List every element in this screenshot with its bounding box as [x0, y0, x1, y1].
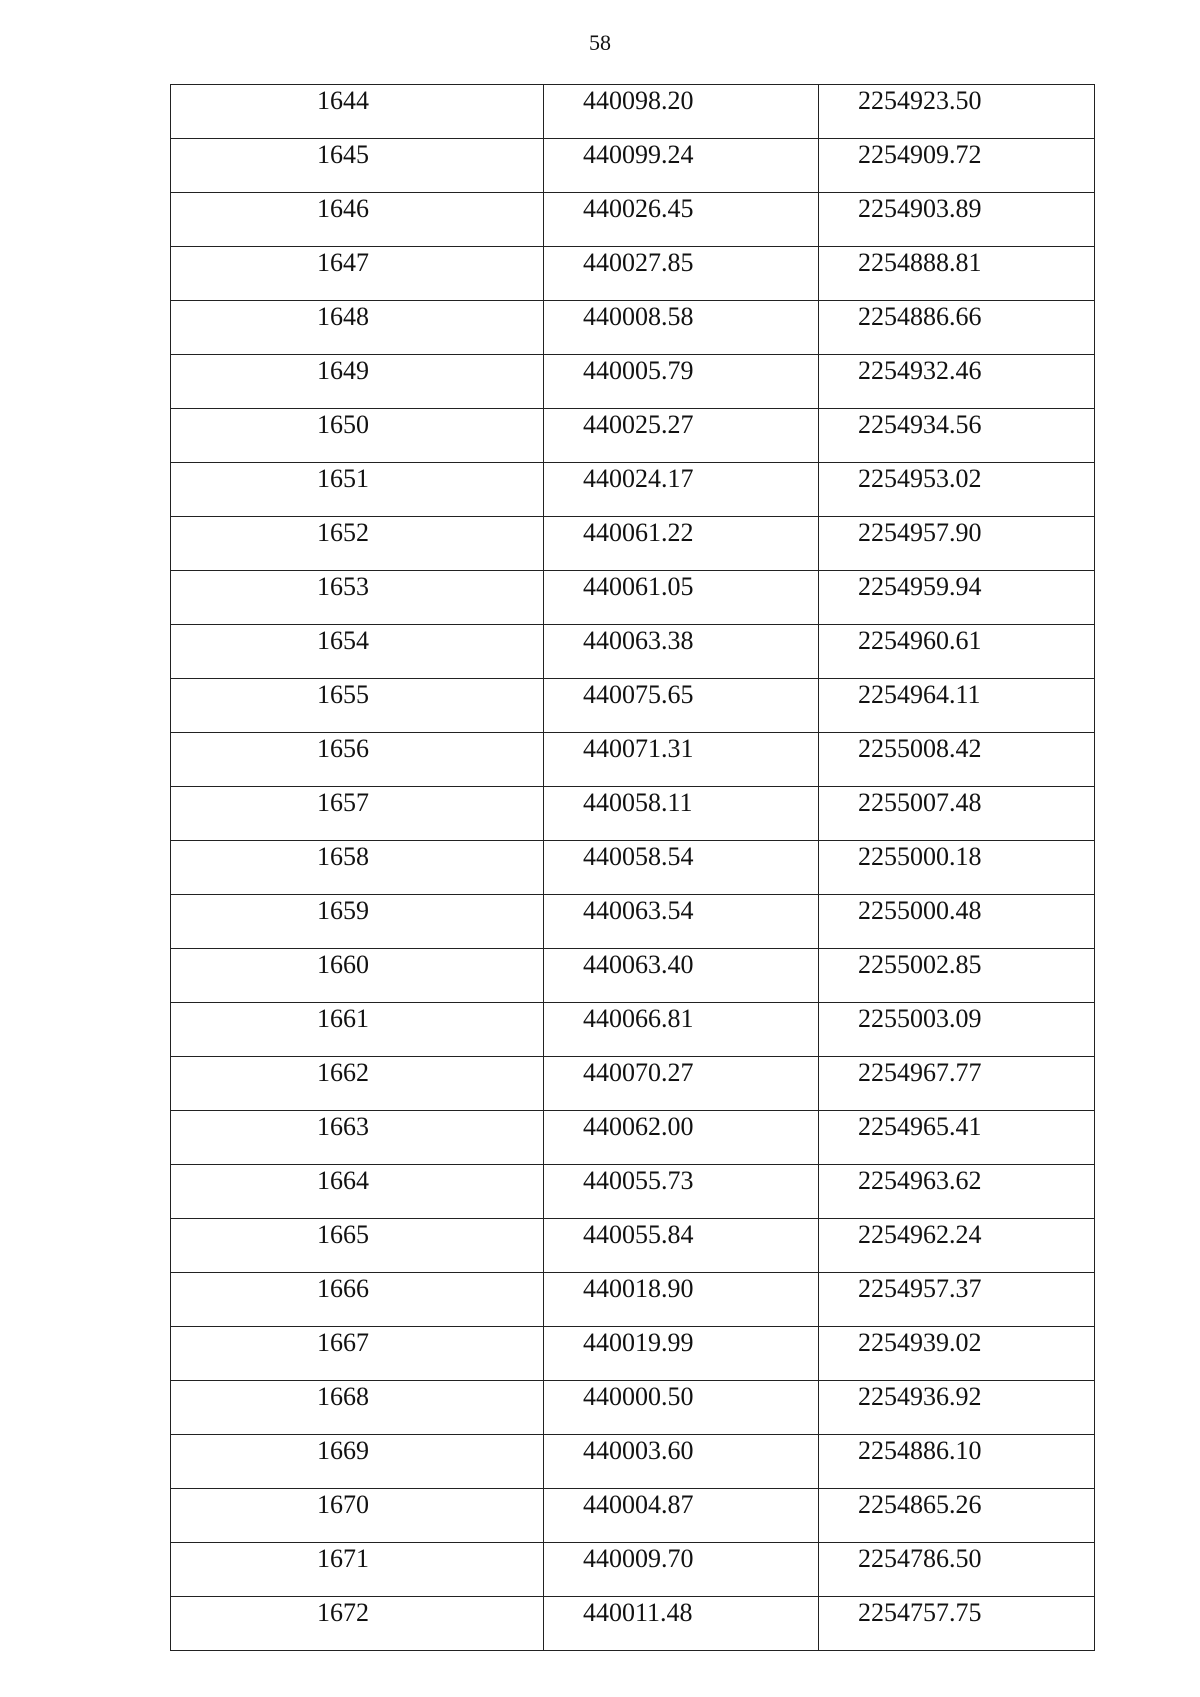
- coordinate-table-body: [171, 85, 1095, 1651]
- point-number-cell: [171, 463, 544, 517]
- table-row: [171, 1111, 1095, 1165]
- point-number-cell: [171, 409, 544, 463]
- x-coordinate-cell: [544, 1003, 819, 1057]
- y-coordinate-cell: [819, 625, 1095, 679]
- point-number-cell: [171, 895, 544, 949]
- table-row: [171, 85, 1095, 139]
- table-row: [171, 1381, 1095, 1435]
- table-row: [171, 409, 1095, 463]
- y-coordinate-cell: [819, 85, 1095, 139]
- x-coordinate-cell: [544, 1597, 819, 1651]
- cell-text: 440062.00: [583, 1112, 694, 1141]
- cell-text: 2254939.02: [858, 1328, 982, 1357]
- point-number-cell: [171, 301, 544, 355]
- cell-text: 440055.73: [583, 1166, 694, 1195]
- x-coordinate-cell: [544, 733, 819, 787]
- cell-text: 2254936.92: [858, 1382, 982, 1411]
- x-coordinate-cell: [544, 1381, 819, 1435]
- cell-text: 1654: [317, 626, 369, 655]
- cell-text: 440061.22: [583, 518, 694, 547]
- y-coordinate-cell: [819, 1381, 1095, 1435]
- cell-text: 1669: [317, 1436, 369, 1465]
- y-coordinate-cell: [819, 193, 1095, 247]
- cell-text: 2254865.26: [858, 1490, 982, 1519]
- cell-text: 2254963.62: [858, 1166, 982, 1195]
- point-number-cell: [171, 1111, 544, 1165]
- cell-text: 440011.48: [583, 1598, 693, 1627]
- x-coordinate-cell: [544, 463, 819, 517]
- x-coordinate-cell: [544, 625, 819, 679]
- point-number-cell: [171, 1597, 544, 1651]
- cell-text: 2254903.89: [858, 194, 982, 223]
- cell-text: 1648: [317, 302, 369, 331]
- cell-text: 440063.54: [583, 896, 694, 925]
- x-coordinate-cell: [544, 571, 819, 625]
- x-coordinate-cell: [544, 139, 819, 193]
- cell-text: 440000.50: [583, 1382, 694, 1411]
- cell-text: 440005.79: [583, 356, 694, 385]
- x-coordinate-cell: [544, 895, 819, 949]
- x-coordinate-cell: [544, 193, 819, 247]
- cell-text: 440058.11: [583, 788, 693, 817]
- cell-text: 440075.65: [583, 680, 694, 709]
- coordinate-table: [170, 84, 1095, 1651]
- y-coordinate-cell: [819, 787, 1095, 841]
- cell-text: 440098.20: [583, 86, 694, 115]
- cell-text: 1646: [317, 194, 369, 223]
- table-row: [171, 1219, 1095, 1273]
- point-number-cell: [171, 1273, 544, 1327]
- y-coordinate-cell: [819, 949, 1095, 1003]
- cell-text: 440063.40: [583, 950, 694, 979]
- point-number-cell: [171, 1381, 544, 1435]
- table-row: [171, 193, 1095, 247]
- cell-text: 1659: [317, 896, 369, 925]
- point-number-cell: [171, 949, 544, 1003]
- x-coordinate-cell: [544, 1273, 819, 1327]
- point-number-cell: [171, 1003, 544, 1057]
- point-number-cell: [171, 733, 544, 787]
- cell-text: 2254959.94: [858, 572, 982, 601]
- cell-text: 440009.70: [583, 1544, 694, 1573]
- cell-text: 1665: [317, 1220, 369, 1249]
- point-number-cell: [171, 517, 544, 571]
- y-coordinate-cell: [819, 1111, 1095, 1165]
- table-row: [171, 733, 1095, 787]
- cell-text: 1651: [317, 464, 369, 493]
- x-coordinate-cell: [544, 85, 819, 139]
- table-row: [171, 1273, 1095, 1327]
- x-coordinate-cell: [544, 841, 819, 895]
- cell-text: 440027.85: [583, 248, 694, 277]
- y-coordinate-cell: [819, 1273, 1095, 1327]
- y-coordinate-cell: [819, 247, 1095, 301]
- table-row: [171, 355, 1095, 409]
- cell-text: 440026.45: [583, 194, 694, 223]
- cell-text: 440066.81: [583, 1004, 694, 1033]
- x-coordinate-cell: [544, 301, 819, 355]
- cell-text: 2254960.61: [858, 626, 982, 655]
- cell-text: 2254964.11: [858, 680, 981, 709]
- x-coordinate-cell: [544, 1489, 819, 1543]
- cell-text: 2255000.18: [858, 842, 982, 871]
- cell-text: 440061.05: [583, 572, 694, 601]
- cell-text: 440019.99: [583, 1328, 694, 1357]
- cell-text: 440004.87: [583, 1490, 694, 1519]
- y-coordinate-cell: [819, 1435, 1095, 1489]
- cell-text: 2254757.75: [858, 1598, 982, 1627]
- cell-text: 1645: [317, 140, 369, 169]
- cell-text: 440058.54: [583, 842, 694, 871]
- cell-text: 2254932.46: [858, 356, 982, 385]
- y-coordinate-cell: [819, 1057, 1095, 1111]
- table-row: [171, 949, 1095, 1003]
- cell-text: 1656: [317, 734, 369, 763]
- cell-text: 1657: [317, 788, 369, 817]
- cell-text: 2254886.10: [858, 1436, 982, 1465]
- cell-text: 1663: [317, 1112, 369, 1141]
- cell-text: 2254953.02: [858, 464, 982, 493]
- point-number-cell: [171, 1327, 544, 1381]
- y-coordinate-cell: [819, 679, 1095, 733]
- table-row: [171, 1165, 1095, 1219]
- cell-text: 2254962.24: [858, 1220, 982, 1249]
- x-coordinate-cell: [544, 409, 819, 463]
- x-coordinate-cell: [544, 1165, 819, 1219]
- table-row: [171, 463, 1095, 517]
- cell-text: 2254934.56: [858, 410, 982, 439]
- cell-text: 1650: [317, 410, 369, 439]
- y-coordinate-cell: [819, 841, 1095, 895]
- table-row: [171, 1543, 1095, 1597]
- y-coordinate-cell: [819, 517, 1095, 571]
- x-coordinate-cell: [544, 1111, 819, 1165]
- x-coordinate-cell: [544, 949, 819, 1003]
- x-coordinate-cell: [544, 787, 819, 841]
- table-row: [171, 1057, 1095, 1111]
- x-coordinate-cell: [544, 1057, 819, 1111]
- cell-text: 2255002.85: [858, 950, 982, 979]
- point-number-cell: [171, 1219, 544, 1273]
- cell-text: 1644: [317, 86, 369, 115]
- point-number-cell: [171, 571, 544, 625]
- point-number-cell: [171, 355, 544, 409]
- cell-text: 1660: [317, 950, 369, 979]
- point-number-cell: [171, 85, 544, 139]
- y-coordinate-cell: [819, 895, 1095, 949]
- cell-text: 2254909.72: [858, 140, 982, 169]
- cell-text: 1655: [317, 680, 369, 709]
- table-row: [171, 1003, 1095, 1057]
- cell-text: 1670: [317, 1490, 369, 1519]
- cell-text: 1653: [317, 572, 369, 601]
- point-number-cell: [171, 1543, 544, 1597]
- cell-text: 1662: [317, 1058, 369, 1087]
- table-row: [171, 1435, 1095, 1489]
- table-row: [171, 895, 1095, 949]
- table-row: [171, 1489, 1095, 1543]
- cell-text: 2255003.09: [858, 1004, 982, 1033]
- x-coordinate-cell: [544, 1327, 819, 1381]
- y-coordinate-cell: [819, 1003, 1095, 1057]
- cell-text: 1666: [317, 1274, 369, 1303]
- y-coordinate-cell: [819, 1165, 1095, 1219]
- table-row: [171, 301, 1095, 355]
- page-number: 58: [589, 30, 611, 55]
- cell-text: 2254923.50: [858, 86, 982, 115]
- cell-text: 1664: [317, 1166, 369, 1195]
- y-coordinate-cell: [819, 1597, 1095, 1651]
- cell-text: 2254957.37: [858, 1274, 982, 1303]
- cell-text: 1661: [317, 1004, 369, 1033]
- point-number-cell: [171, 139, 544, 193]
- cell-text: 2254886.66: [858, 302, 982, 331]
- cell-text: 440008.58: [583, 302, 694, 331]
- table-row: [171, 139, 1095, 193]
- point-number-cell: [171, 1057, 544, 1111]
- cell-text: 2254965.41: [858, 1112, 982, 1141]
- y-coordinate-cell: [819, 1543, 1095, 1597]
- point-number-cell: [171, 1165, 544, 1219]
- cell-text: 440024.17: [583, 464, 694, 493]
- point-number-cell: [171, 787, 544, 841]
- x-coordinate-cell: [544, 679, 819, 733]
- cell-text: 440003.60: [583, 1436, 694, 1465]
- y-coordinate-cell: [819, 463, 1095, 517]
- y-coordinate-cell: [819, 139, 1095, 193]
- y-coordinate-cell: [819, 355, 1095, 409]
- x-coordinate-cell: [544, 517, 819, 571]
- cell-text: 1647: [317, 248, 369, 277]
- x-coordinate-cell: [544, 247, 819, 301]
- table-row: [171, 625, 1095, 679]
- x-coordinate-cell: [544, 1219, 819, 1273]
- cell-text: 440063.38: [583, 626, 694, 655]
- y-coordinate-cell: [819, 1327, 1095, 1381]
- point-number-cell: [171, 1489, 544, 1543]
- cell-text: 440099.24: [583, 140, 694, 169]
- cell-text: 2254786.50: [858, 1544, 982, 1573]
- cell-text: 2254957.90: [858, 518, 982, 547]
- y-coordinate-cell: [819, 301, 1095, 355]
- cell-text: 1667: [317, 1328, 369, 1357]
- cell-text: 2255008.42: [858, 734, 982, 763]
- point-number-cell: [171, 841, 544, 895]
- table-row: [171, 841, 1095, 895]
- x-coordinate-cell: [544, 1543, 819, 1597]
- cell-text: 1671: [317, 1544, 369, 1573]
- y-coordinate-cell: [819, 571, 1095, 625]
- point-number-cell: [171, 247, 544, 301]
- table-row: [171, 571, 1095, 625]
- cell-text: 1668: [317, 1382, 369, 1411]
- cell-text: 1649: [317, 356, 369, 385]
- y-coordinate-cell: [819, 1489, 1095, 1543]
- point-number-cell: [171, 679, 544, 733]
- cell-text: 2255007.48: [858, 788, 982, 817]
- table-row: [171, 1327, 1095, 1381]
- cell-text: 1658: [317, 842, 369, 871]
- y-coordinate-cell: [819, 733, 1095, 787]
- cell-text: 440070.27: [583, 1058, 694, 1087]
- x-coordinate-cell: [544, 355, 819, 409]
- cell-text: 440025.27: [583, 410, 694, 439]
- cell-text: 1672: [317, 1598, 369, 1627]
- table-row: [171, 247, 1095, 301]
- table-row: [171, 679, 1095, 733]
- cell-text: 440071.31: [583, 734, 694, 763]
- cell-text: 2255000.48: [858, 896, 982, 925]
- point-number-cell: [171, 193, 544, 247]
- table-row: [171, 517, 1095, 571]
- table-row: [171, 787, 1095, 841]
- y-coordinate-cell: [819, 1219, 1095, 1273]
- y-coordinate-cell: [819, 409, 1095, 463]
- cell-text: 1652: [317, 518, 369, 547]
- cell-text: 440018.90: [583, 1274, 694, 1303]
- point-number-cell: [171, 625, 544, 679]
- point-number-cell: [171, 1435, 544, 1489]
- cell-text: 2254888.81: [858, 248, 982, 277]
- cell-text: 2254967.77: [858, 1058, 982, 1087]
- table-row: [171, 1597, 1095, 1651]
- cell-text: 440055.84: [583, 1220, 694, 1249]
- x-coordinate-cell: [544, 1435, 819, 1489]
